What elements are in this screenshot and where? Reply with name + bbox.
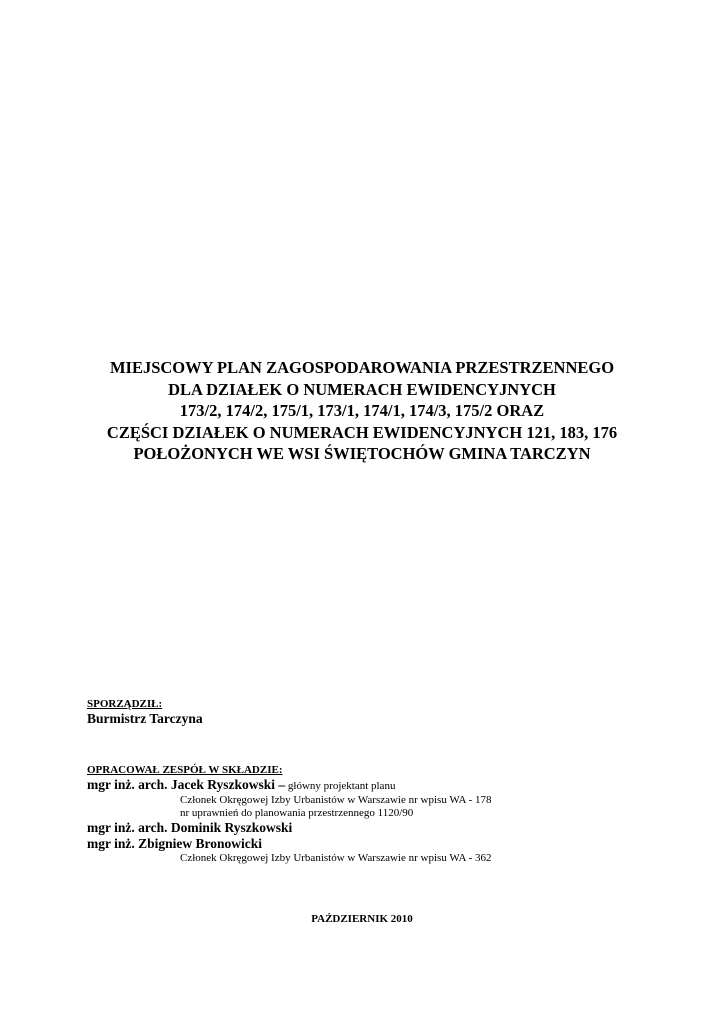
title-line-4: CZĘŚCI DZIAŁEK O NUMERACH EWIDENCYJNYCH 121, 183, 176 (106, 422, 618, 442)
team-member-1 (87, 777, 647, 794)
team-member-1-note-1: Członek Okręgowej Izby Urbanistów w Warszawie nr wpisu WA - 178 (180, 794, 492, 806)
team-member-1-note-2: nr uprawnień do planowania przestrzennego 1120/90 (180, 807, 414, 819)
team-section (87, 763, 647, 865)
team-member-2-name: mgr inż. arch. Dominik Ryszkowski (87, 820, 293, 835)
prepared-by-name: Burmistrz Tarczyna (87, 711, 203, 726)
title-line-1: MIEJSCOWY PLAN ZAGOSPODAROWANIA PRZESTRZENNEGO (109, 358, 615, 377)
plan-title (40, 357, 684, 465)
team-heading: OPRACOWAŁ ZESPÓŁ W SKŁADZIE: (87, 764, 283, 776)
title-line-2: DLA DZIAŁEK O NUMERACH EWIDENCYJNYCH (168, 379, 556, 399)
prepared-by-heading: SPORZĄDZIŁ: (87, 698, 163, 710)
document-date: PAŹDZIERNIK 2010 (311, 913, 413, 925)
team-member-1-name: mgr inż. arch. Jacek Ryszkowski – (87, 777, 286, 792)
title-line-5: POŁOŻONYCH WE WSI ŚWIĘTOCHÓW GMINA TARCZYN (133, 444, 591, 463)
title-line-3: 173/2, 174/2, 175/1, 173/1, 174/1, 174/3, 175/2 ORAZ (179, 401, 545, 420)
team-member-1-role: główny projektant planu (285, 780, 396, 792)
team-member-3-note-1: Członek Okręgowej Izby Urbanistów w Warszawie nr wpisu WA - 362 (180, 852, 492, 864)
team-member-3-name: mgr inż. Zbigniew Bronowicki (87, 836, 263, 851)
prepared-by-section (87, 697, 647, 727)
